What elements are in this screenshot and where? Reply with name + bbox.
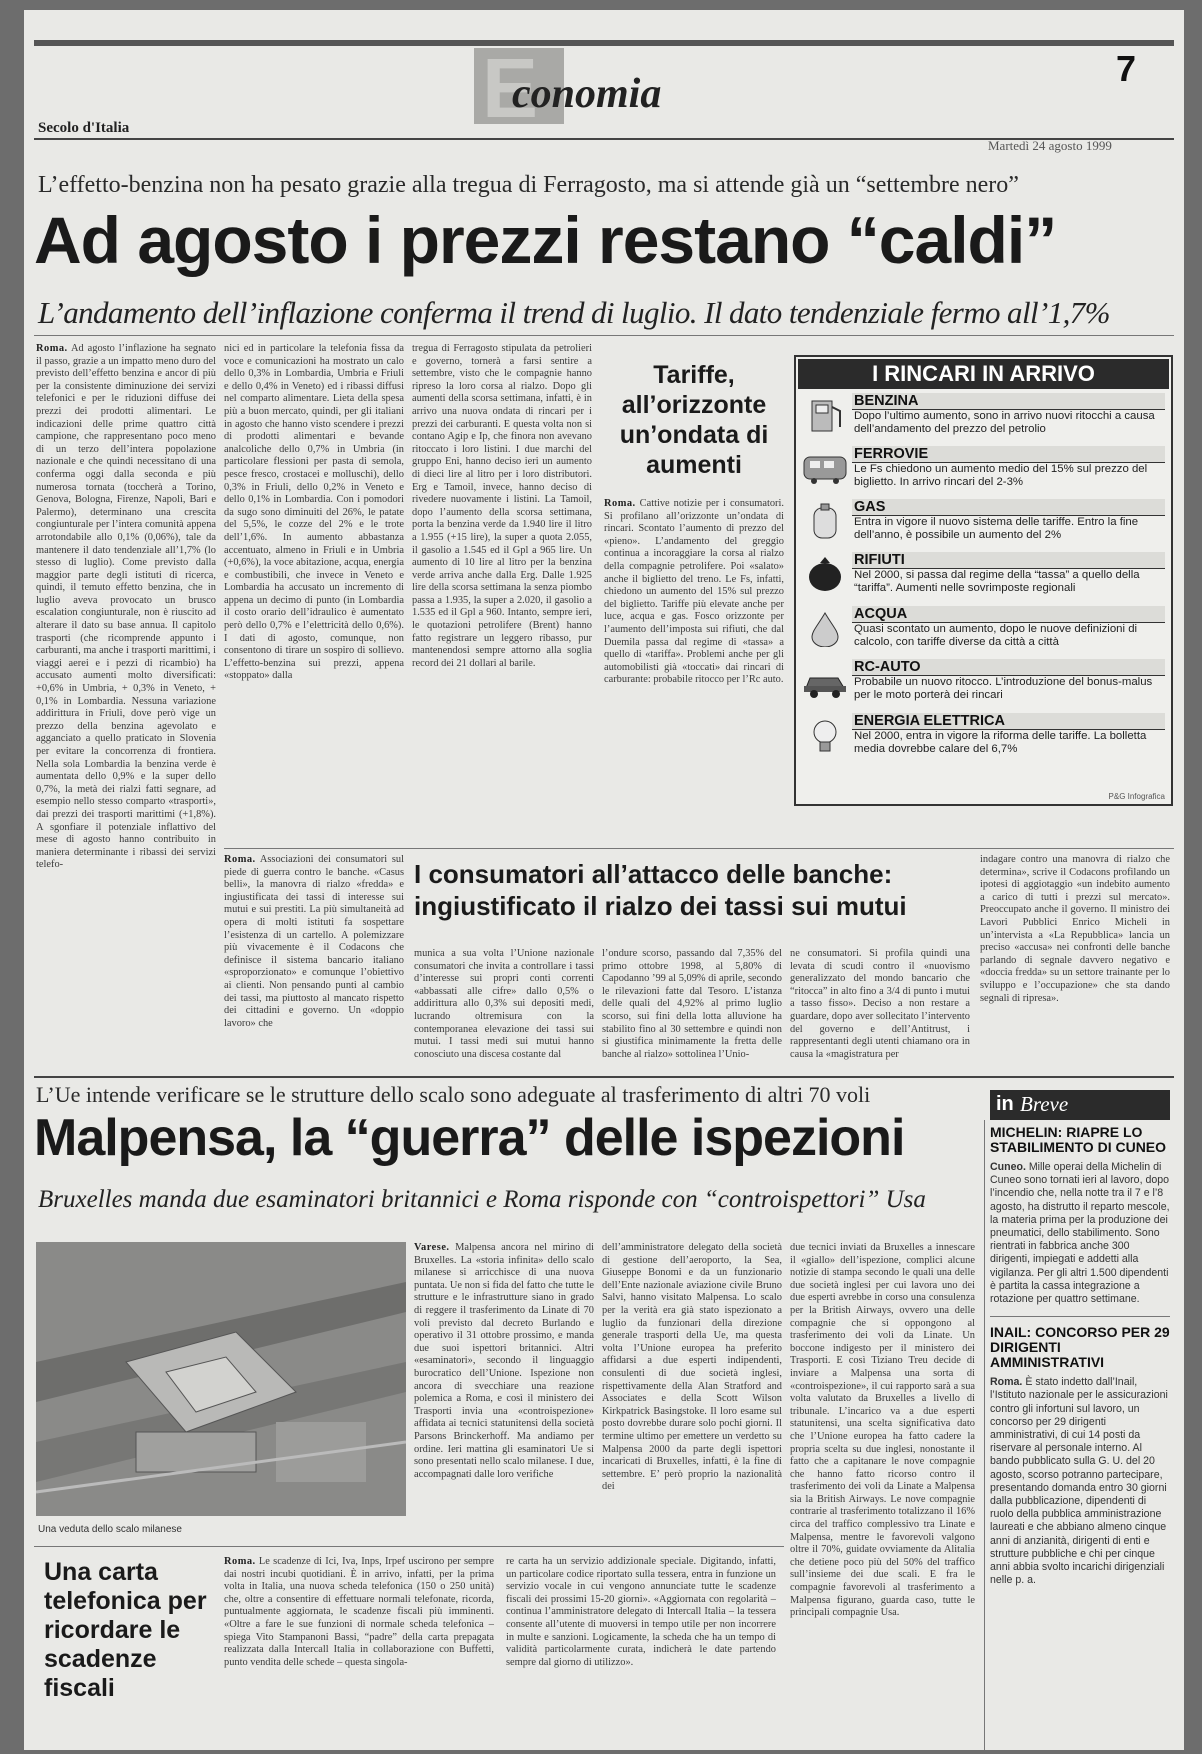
top-rule xyxy=(34,40,1174,46)
breve-logo-in: in xyxy=(996,1093,1014,1115)
breve-item1-title: MICHELIN: RIAPRE LO STABILIMENTO DI CUNEO xyxy=(990,1125,1167,1155)
banche-column-a xyxy=(224,854,404,1069)
breve-item1-text: Mille operai della Michelin di Cuneo sono tornati ieri al lavoro, dopo l’incendio che, nella notte tra il 7 e l’8 agosto, ha distrutto il reparto mescole, la materia prima per la produzione dei pneumatici, dello stabilimento. Sono rientrati in fabbrica anche 300 dirigenti, impiegati e addetti alla vigilanza. Per gli altri 1.500 dipendenti è partita la cassa integrazione a rotazione per quattro settimane. xyxy=(990,1161,1170,1306)
carta-headline: Una carta telefonica per ricordare le scadenze fiscali xyxy=(44,1558,207,1702)
rincari-item-name: BENZINA xyxy=(852,393,1165,410)
newspaper-brand: Secolo d'Italia xyxy=(38,120,130,136)
malpensa-column-2 xyxy=(602,1242,782,1540)
malpensa-col3-text: due tecnici inviati da Bruxelles a innescare il «giallo» dell’ispezione, complici alcune notizie di stampa secondo le quali una delle due società inglesi per cui lavora uno dei due esperti avrebbe in corso una consulenza per la British Airways, ovvero una delle compagnie che si oppongono al trasferimento dei voli da Linate. Un boccone indigesto per il ministero dei Trasporti. E così Tiziano Treu decide di inviare a Malpensa una sorta di «controispezione», il cui rapporto sarà a sua volta valutato da Bruxelles a livello di tribunale. L’incarico va a due esperti statunitensi, una scelta significativa dato che l’Unione europea ha fatto cadere la propria scelta su due inglesi, nonostante il fatto che a capitanare le nove compagnie che hanno fatto ricorso contro il trasferimento dei voli da Linate a Malpensa sia la British Airways. Le nove compagnie contrarie al trasferimento totalizzano il 16% circa del traffico complessivo tra Linate e Malpensa, mentre le favorevoli valgono oltre il 70%, guidate ovviamente da Alitalia che detiene poco più del 50% del traffico sull’insieme dei due scali. E fra le compagnie favorevoli al trasferimento a Malpensa figurano, guarda caso, tutte le principali compagnie Usa. xyxy=(790,1242,975,1619)
carta-col1-text: Le scadenze di Ici, Iva, Inps, Irpef uscirono per sempre dai nostri incubi quotidiani. È in arrivo, infatti, per la prima volta in Italia, una nuova scheda telefonica (150 o 250 unità) che, oltre a consentire di effettuare normali telefonate, ricorda, puntualmente aggiornata, le scadenze fiscali più imminenti. «Oltre a fare le sue funzioni di normale scheda telefonica – spiega Vito Stampanoni Bassi, “padre” della carta prepagata realizzata dalla Intercall Italia in collaborazione con Buffetti, punto vendita delle schede – questa singola- xyxy=(224,1556,494,1668)
banche-top-rule xyxy=(224,848,1174,849)
breve-item2-dateline: Roma. xyxy=(990,1376,1023,1389)
malpensa-col1-text: Malpensa ancora nel mirino di Bruxelles. La «storia infinita» dello scalo milanese si arricchisce di una nuova puntata. Ue non si fida del fatto che tutte le strutture e le infrastrutture siano in grado di reggere il trasferimento da Linate di 70 voli previsto dal decreto Burlando e operativo il 31 ottobre prossimo, e manda due suoi ispettori britannici. Altri «esaminatori», secondo il linguaggio burocratico dell’Unione. Ispezione non ancora di svecchiare una reazione polemica a Roma, e così il ministero dei Trasporti invia una «controispezione» affidata ai tecnici statunitensi della società Parsons Brinckerhoff. Ma andiamo per ordine. Ieri mattina gli esaminatori Ue si sono presentati nello scalo milanese. I due, accompagnati dalle loro verifiche xyxy=(414,1242,594,1480)
light-bulb-icon xyxy=(802,717,848,755)
rincari-item-text: Probabile un nuovo ritocco. L’introduzione del bonus-malus per le moto porterà dei rincari xyxy=(854,676,1153,701)
rincari-item-text: Le Fs chiedono un aumento medio del 15% sul prezzo del biglietto. In arrivo rincari del 2-3% xyxy=(854,463,1148,488)
lead-col3-text: tregua di Ferragosto stipulata da petrolieri e governo, tornerà a farsi sentire a settembre, visto che le compagnie hanno ripreso la loro corsa al rialzo. Dopo gli aumenti della scorsa settimana, infatti, è in arrivo una nuova ondata di rincari per i prezzi dei carburanti. E questa volta non si contano Agip e Ip, che finora non avevano ritoccato i loro listini. I due marchi del gruppo Eni, hanno deciso ieri un aumento di dieci lire al litro per i loro distributori. Erg e Tamoil, invece, hanno deciso di rivedere nuovamente i listini. La Tamoil, dopo l’aumento della scorsa settimana, porta la benzina verde da 1.940 lire il litro a 1.955 (+15 lire), la super a quota 2.055, il gasolio a 1.545 ed il Gpl a 965 lire. Un aumento di 10 lire al litro per la benzina verde arriva anche dalla Erg. Dalle 1.925 lire della scorsa settimana la senza piombo passa a 1.935, la super a 2.020, il gasolio a 1.535 ed il Gpl a 960. Intanto, sempre ieri, le quotazioni petrolifere (Brent) hanno fatto registrare un leggero ribasso, pur mantenendosi sempre attorno alla soglia record dei 21 dollari al barile. xyxy=(412,343,592,669)
issue-date: Martedì 24 agosto 1999 xyxy=(988,138,1112,153)
rincari-item-name: ACQUA xyxy=(852,606,1165,623)
fuel-pump-icon xyxy=(802,397,848,435)
rincari-item-rc-auto xyxy=(852,659,1165,702)
banche-column-c xyxy=(602,948,782,1069)
rincari-item-benzina xyxy=(852,393,1165,436)
breve-column xyxy=(990,1125,1170,1750)
banche-dateline: Roma. xyxy=(224,854,256,865)
rincari-item-energia-elettrica xyxy=(852,713,1165,756)
malpensa-column-3 xyxy=(790,1242,975,1750)
malpensa-dateline: Varese. xyxy=(414,1242,450,1253)
banche-col-d-text: ne consumatori. Si profila quindi una levata di scudi contro il «nuovismo generalizzato del mondo bancario che “ritocca” in alto fino a 3/4 di punto i mutui a tasso fisso». Deciso a non restare a guardare, dopo aver sollecitato l’intervento del governo e dell’Antitrust, i rappresentanti degli utenti chiamano ora in causa la «magistratura per xyxy=(790,948,970,1060)
lead-subheadline: L’andamento dell’inflazione conferma il trend di luglio. Il dato tendenziale fermo all’1,7% xyxy=(38,295,1110,330)
section-title: conomia xyxy=(512,71,662,117)
rincari-item-name: ENERGIA ELETTRICA xyxy=(852,713,1165,730)
rincari-item-ferrovie xyxy=(852,446,1165,489)
carta-column-1 xyxy=(224,1556,494,1742)
tariffe-dateline: Roma. xyxy=(604,498,636,509)
banche-headline-line1: I consumatori all’attacco delle banche: xyxy=(414,859,893,889)
malpensa-column-1 xyxy=(414,1242,594,1540)
rincari-item-text: Quasi scontato un aumento, dopo le nuove definizioni di calcolo, con tariffe diverse da città a città xyxy=(854,623,1138,648)
rincari-item-text: Nel 2000, entra in vigore la riforma delle tariffe. La bolletta media dovrebbe calare del 6,7% xyxy=(854,730,1147,755)
banche-headline xyxy=(414,858,994,922)
carta-col2-text: re carta ha un servizio addizionale speciale. Digitando, infatti, un particolare codice riportato sulla tessera, entra in funzione un servizio vocale in cui vengono annunciate tutte le scadenze fiscali dei prossimi 15-20 giorni». «Aggiornata con regolarità – continua l’amministratore delegato di Intercall Italia – la tessera consente all’utente di muoversi in tempo utile per non incorrere in multe e sanzioni. Logicamente, la scheda che ha un tempo di validità particolarmente curata, indicherà le date partendo sempre dal giorno di utilizzo». xyxy=(506,1556,776,1668)
newspaper-page xyxy=(24,10,1184,1750)
rincari-item-rifiuti xyxy=(852,552,1165,595)
section-initial: E xyxy=(482,41,539,135)
rincari-item-text: Entra in vigore il nuovo sistema delle tariffe. Entro la fine dell’anno, è possibile un aumento del 2% xyxy=(854,516,1139,541)
rincari-item-name: RIFIUTI xyxy=(852,552,1165,569)
carta-dateline: Roma. xyxy=(224,1556,256,1567)
banche-col-a-text: Associazioni dei consumatori sul piede di guerra contro le banche. «Casus belli», la manovra di rialzo «fredda» e ingiustificata dei tassi di interesse sui mutui e sui prestiti. La più simultaneità ad opera di molti istituti fa sospettare l’esistenza di un cartello. A polemizzare più vivacemente è il Codacons che definisce il sistema bancario italiano «sproporzionato» e comunque l’obiettivo ai clienti. Non pensando punti al cambio dei tassi, ma piuttosto al mancato rispetto dei cittadini e governo. Un «doppio lavoro» che xyxy=(224,854,404,1029)
banche-column-b xyxy=(414,948,594,1069)
page-number: 7 xyxy=(1116,48,1137,89)
breve-logo xyxy=(990,1090,1170,1120)
banche-column-d xyxy=(790,948,970,1069)
lead-dateline: Roma. xyxy=(36,343,68,354)
airport-photo xyxy=(36,1242,406,1516)
breve-divider xyxy=(984,1120,985,1750)
malpensa-kicker: L’Ue intende verificare se le strutture dello scalo sono adeguate al trasferimento di altri 70 voli xyxy=(36,1082,871,1107)
tariffe-text: Cattive notizie per i consumatori. Si profilano all’orizzonte un’ondata di rincari. Scontato l’aumento di prezzo del «pieno». L’andamento del greggio continua a incoraggiare la corsa al rialzo della compagnie petrolifere. Poi «salato» anche il biglietto del treno. Le Fs, infatti, chiedono un aumento del 15% sul prezzo del biglietto. Tariffe più elevate anche per luce, acqua e gas. Fosco orizzonte per l’aumento dell’imposta sui rifiuti, che dal Duemila passa dal regime di «tassa» a quello di «tariffa». Problemi anche per gli automobilisti già «toccati» dai rincari di carburante: probabile ritocco per l’Rc auto. xyxy=(604,498,784,686)
malpensa-subheadline: Bruxelles manda due esaminatori britannici e Roma risponde con “controispettori” Usa xyxy=(38,1186,926,1213)
lead-column-2 xyxy=(224,343,404,843)
lead-col1-text: Ad agosto l’inflazione ha segnato il passo, grazie a un impatto meno duro del previsto dell’effetto benzina e ancor di più per la consistente diminuzione dei servizi telefonici e per le riduzioni diffuse dei prezzi dei prodotti alimentari. Le indicazioni delle prime quattro città campione, che rappresentano poco meno di un terzo dell’intera popolazione nazionale e che quindi necessitano di una conferma oggi dalla seconda e più numerosa tornata (toccherà a Torino, Genova, Bologna, Firenze, Napoli, Bari e Palermo), determinano una crescita congiunturale per l’intera comunità appena arrotondabile allo 0,1% (0,06%), tale da mantenere il dato tendenziale all’1,7% (lo stesso di luglio). Come previsto dalla maggior parte degli istituti di ricerca, quindi, il temuto effetto benzina, che in luglio aveva provocato un brusco escalation congiunturale, non è riuscito ad alterare il dato su base annua. Il capitolo trasporti (che ricomprende appunto i carburanti, ma anche i trasporti marittimi, i viaggi aerei e i pezzi di ricambio) ha accusato aumenti molto diversificati: +0,6% in Umbria, + 0,3% in Veneto, + 0,1% in Lombardia. Nessuna variazione addirittura in Friuli, dove però vige un prezzo della benzina agevolato e agganciato a quello praticato in Slovenia per evitare la concorrenza di frontiera. Nella sola Lombardia la benzina verde è aumentata dello 0,9% e la super dello 0,7%, la metà dei rialzi fatti segnare, ad esempio nello stesso comparto «trasporti», dai prezzi dei trasporti marittimi (+1,8%). A sgonfiare il potenziale inflattivo del mese di agosto hanno contribuito in maniera determinante i ribassi dei servizi telefo- xyxy=(36,343,216,871)
rincari-item-text: Nel 2000, si passa dal regime della “tassa” a quello della “tariffa”. Aumenti nelle sovrimposte regionali xyxy=(854,569,1140,594)
carta-top-rule xyxy=(34,1546,784,1547)
rincari-item-acqua xyxy=(852,606,1165,649)
gas-tank-icon xyxy=(802,502,848,540)
car-icon xyxy=(802,662,848,700)
breve-logo-breve: Breve xyxy=(1020,1092,1069,1116)
malpensa-col2-text: dell’amministratore delegato della società di gestione dell’aeroporto, la Sea, Giuseppe Bonomi e da un funzionario dell’Ente nazionale aviazione civile Bruno Salvi, hanno visitato Malpensa. Lo scalo per la verità era già stato ispezionato a luglio da funzionari della direzione generale trasporti della Ue, ma questa volta l’Unione europea ha preferito affidarsi a due esperti indipendenti, consulenti di due società inglesi, rispettivamente della Alan Stratford and Associates e della Scott Wilson Kirkpatrick Basingstoke. Il loro esame sul posto dovrebbe durare solo pochi giorni. Il termine ultimo per emettere un verdetto su Malpensa 2000 da parte degli ispettori incaricati di Bruxelles, infatti, è la fine di settembre. E’ però proprio la nazionalità dei xyxy=(602,1242,782,1493)
banche-col-e-text: indagare contro una manovra di rialzo che determina», scrive il Codacons profilando un ipotesi di aggiotaggio «un indebito aumento a carico di tutti i prezzi sul mercato». Preoccupato anche il governo. Il ministro dei Lavori Pubblici Enrico Micheli in un’intervista a «La Repubblica» lancia un preciso «accusa» nei confronti delle banche parlando di segnale davvero negativo e «doccia fredda» su un settore trainante per lo sviluppo e l’occupazione» che sta dando segnali di ripresa». xyxy=(980,854,1170,1004)
lead-col2-text: nici ed in particolare la telefonia fissa da voce e comunicazioni ha mostrato un calo dello 0,3% in Lombardia, Umbria e Friuli e dello 0,4% in Veneto) ed i ribassi diffusi nel comparto alimentare. Lieta della spesa più a buon mercato, quindi, per gli italiani in agosto che hanno visto scendere i prezzi di prodotti alimentari e bevande analcoliche dello 0,7% in Umbria (in particolare flessioni per pasta di semola, pesce fresco, crostacei e molluschi), dello 0,3% in Friuli, dello 0,2% in Veneto e dello 0,1% in Lombardia. Con i pomodori da sugo sono diminuiti del 26%, le patate del 5,5%, le cozze del 2% e le trote dell’1,6%. In aumento abbastanza accentuato, almeno in Friuli e in Umbria (+0,6%), la voce abitazione, acqua, energia e combustibili, che invece in Veneto e Lombardia ha accusato un incremento di appena un decimo di punto (in Lombardia il costo orario dell’idraulico è aumentato però dello 0,7% e l’elettricità dello 0,6%). I dati di agosto, comunque, non consentono di tirare un sospiro di sollievo. L’effetto-benzina sui prezzi, appena «stoppato» dalla xyxy=(224,343,404,682)
breve-separator xyxy=(990,1316,1170,1317)
rincari-title: I RINCARI IN ARRIVO xyxy=(798,359,1169,389)
malpensa-headline: Malpensa, la “guerra” delle ispezioni xyxy=(34,1109,905,1167)
trash-bag-icon xyxy=(802,555,848,593)
lead-column-1 xyxy=(36,343,216,1069)
rincari-item-name: FERROVIE xyxy=(852,446,1165,463)
train-icon xyxy=(802,449,848,487)
rincari-box xyxy=(794,355,1173,806)
lead-column-3 xyxy=(412,343,592,843)
breve-item1-dateline: Cuneo. xyxy=(990,1161,1026,1173)
tariffe-column xyxy=(604,498,784,843)
rincari-credit: P&G Infografica xyxy=(1108,792,1165,801)
rincari-item-gas xyxy=(852,499,1165,542)
airport-aerial-image xyxy=(36,1242,406,1516)
rincari-item-text: Dopo l’ultimo aumento, sono in arrivo nuovi ritocchi a causa dell’andamento del prezzo del petrolio xyxy=(854,410,1155,435)
banche-col-c-text: l’ondure scorso, passando dal 7,35% del primo ottobre 1998, al 5,80% di Capodanno ’99 al 5,09% di aprile, secondo le rilevazioni fatte dal Tesoro. L’istanza delle quali del 4,92% al primo luglio scorso, sui fini della lotta alluvione ha stabilito fino al 30 settembre e quindi non si giustifica minimamente la fretta delle banche al rialzo» sottolinea l’Unio- xyxy=(602,948,782,1060)
breve-item2-title: INAIL: CONCORSO PER 29 DIRIGENTI AMMINISTRATIVI xyxy=(990,1324,1170,1371)
lead-headline: Ad agosto i prezzi restano “caldi” xyxy=(34,203,1057,277)
tariffe-headline: Tariffe, all’orizzonte un’ondata di aumenti xyxy=(619,361,769,479)
banche-col-b-text: munica a sua volta l’Unione nazionale consumatori che invita a controllare i tassi d’interesse sui propri conti correnti «abbassati alle cifre» dallo 0,5% o addirittura allo 0,3% sui depositi medi, lucrando oltremisura con la contemporanea elevazione dei tassi sui mutui. I tassi medi sui mutui hanno conosciuto una discesa costante dal xyxy=(414,948,594,1060)
lead-rule xyxy=(34,335,1174,336)
carta-column-2 xyxy=(506,1556,776,1742)
water-drop-icon xyxy=(802,609,848,647)
rincari-item-name: GAS xyxy=(852,499,1165,516)
lead-kicker: L’effetto-benzina non ha pesato grazie alla tregua di Ferragosto, ma si attende già un “settembre nero” xyxy=(38,172,1019,198)
rincari-item-name: RC-AUTO xyxy=(852,659,1165,676)
photo-caption: Una veduta dello scalo milanese xyxy=(38,1524,182,1535)
banche-column-e xyxy=(980,854,1170,1069)
malpensa-top-rule xyxy=(34,1076,1174,1078)
banche-headline-line2: ingiustificato il rialzo dei tassi sui mutui xyxy=(414,891,907,921)
breve-item2-text: È stato indetto dall’Inail, l’Istituto nazionale per le assicurazioni contro gli infortuni sul lavoro, un concorso per 29 dirigenti amministrativi, di cui 14 posti da riservare al personale interno. Al bando pubblicato sulla G. U. del 20 agosto, scorso potranno partecipare, presentando domanda entro 30 giorni dalla pubblicazione, dipendenti di ruolo della pubblica amministrazione laureati e che abbiano almeno cinque anni di anzianità, dirigenti di enti e strutture pubbliche e chi per cinque anni abbia svolto incarichi dirigenziali nelle p. a. xyxy=(990,1376,1168,1587)
